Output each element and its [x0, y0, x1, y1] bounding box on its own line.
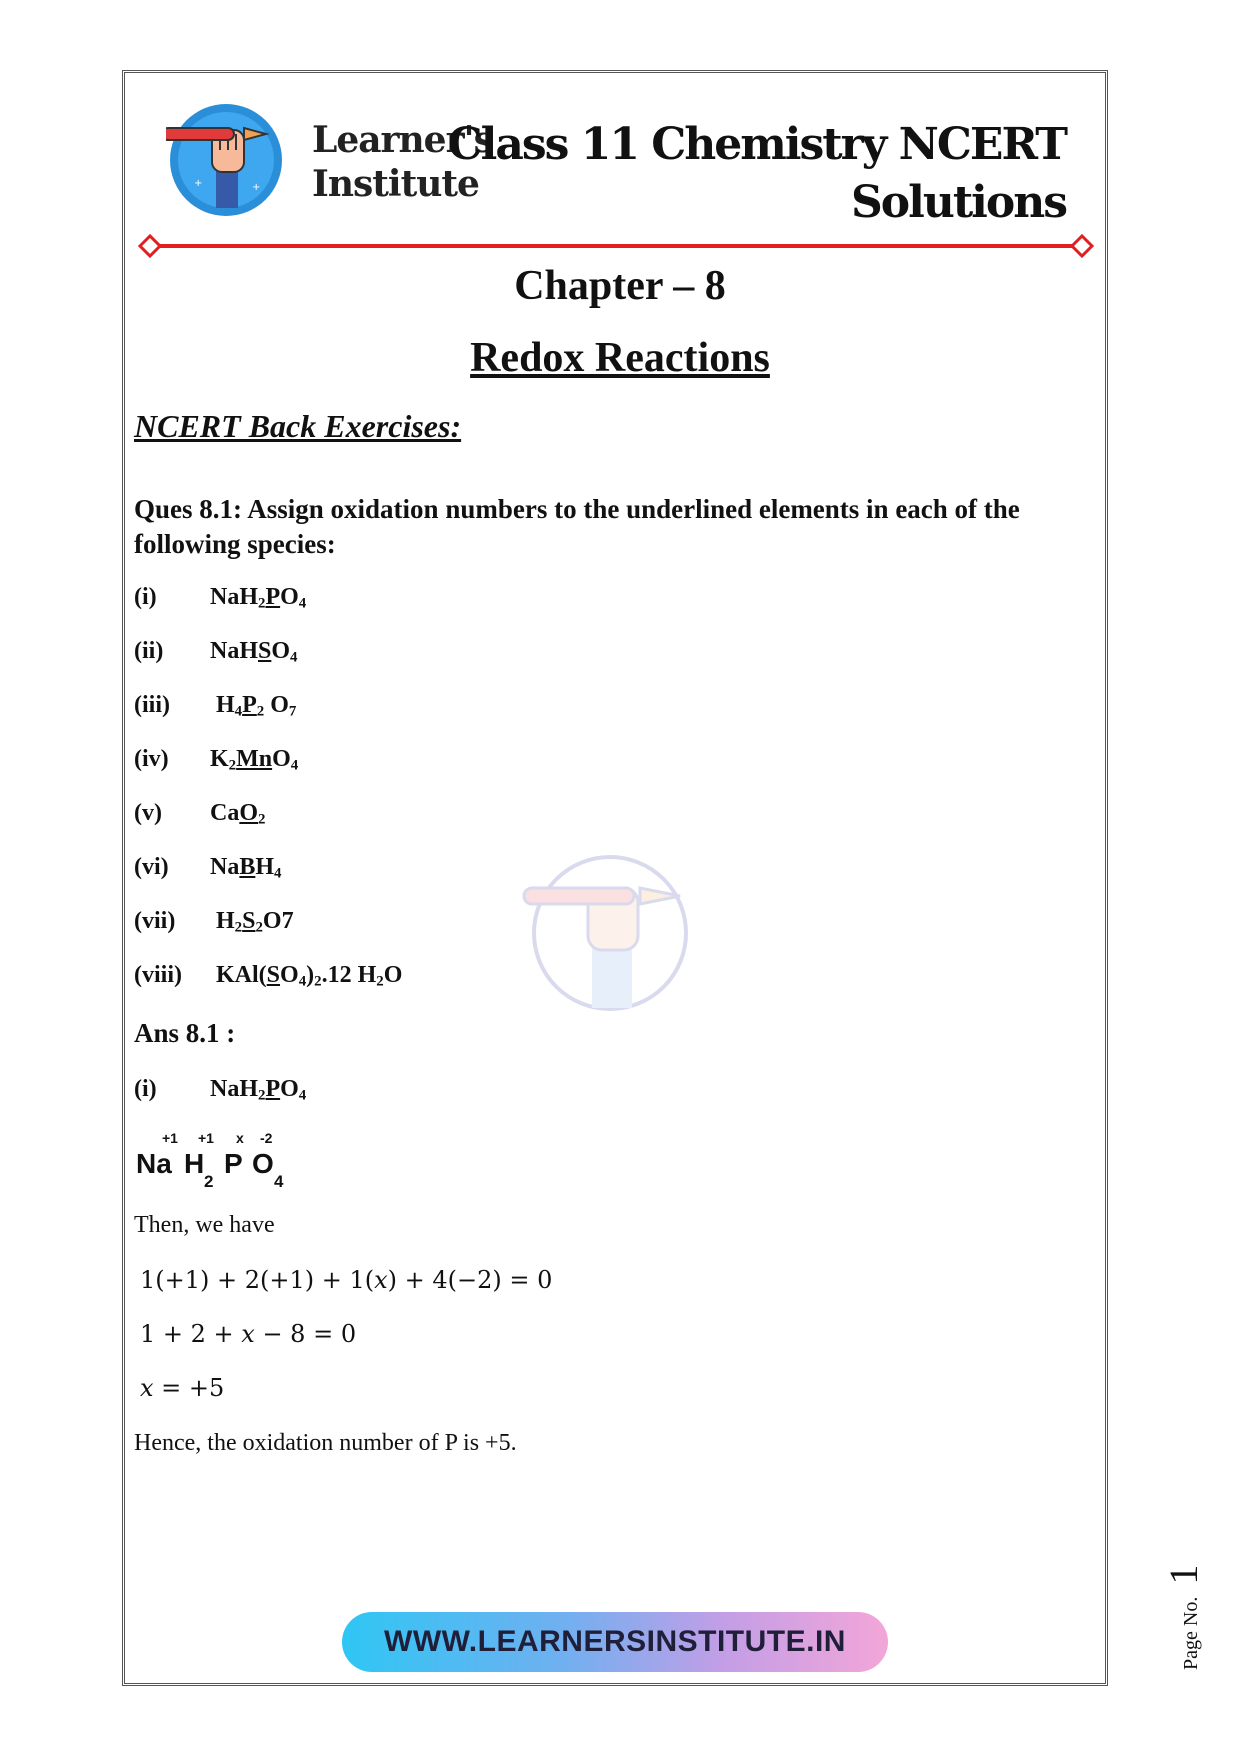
equation: 𝑥 = +5	[140, 1374, 225, 1402]
document-title-line-2: Solutions	[851, 177, 1066, 228]
question-item	[134, 746, 298, 776]
subscript: 4	[274, 1172, 284, 1191]
item-number: (vii)	[134, 908, 176, 934]
element-symbol: O	[252, 1148, 274, 1179]
item-formula: NaBH$_4$	[210, 854, 282, 882]
document-title-line-1: Class 11 Chemistry NCERT	[447, 119, 1066, 170]
item-formula: CaO$_2$	[210, 800, 266, 828]
item-formula: $H_4P_2$ $O_7$	[210, 692, 297, 720]
question-item	[134, 962, 402, 992]
chapter-name: Redox Reactions	[470, 335, 770, 381]
question-text: Ques 8.1: Assign oxidation numbers to the underlined elements in each of the following species:	[134, 494, 1020, 559]
question-item	[134, 908, 294, 938]
svg-text:+: +	[194, 178, 203, 189]
item-number: (i)	[134, 1076, 157, 1102]
item-number: (ii)	[134, 638, 164, 664]
item-number: (i)	[134, 584, 157, 610]
question-item	[134, 692, 296, 722]
page-number: 1	[1161, 1564, 1206, 1585]
question-item	[134, 800, 265, 830]
document-title	[448, 116, 1066, 232]
item-number: (viii)	[134, 962, 182, 988]
element-symbol: Na	[136, 1148, 172, 1179]
chapter-number: Chapter – 8	[514, 263, 726, 309]
subscript: 2	[204, 1172, 214, 1191]
learners-institute-logo	[166, 100, 286, 220]
oxidation-state: +1	[162, 1130, 178, 1146]
answer-conclusion: Hence, the oxidation number of P is +5.	[134, 1430, 517, 1456]
item-number: (v)	[134, 800, 162, 826]
answer-heading: Ans 8.1 :	[134, 1018, 236, 1048]
brand-line-2: Institute	[312, 163, 479, 205]
item-formula: $KAl(SO_4)_2.12$ $H_2O$	[210, 962, 403, 990]
item-number: (iii)	[134, 692, 170, 718]
question-item	[134, 584, 306, 614]
question-item	[134, 638, 297, 668]
equation: 1(+1) + 2(+1) + 1(𝑥) + 4(−2) = 0	[140, 1266, 553, 1294]
answer-item	[134, 1076, 306, 1106]
watermark-logo	[520, 848, 720, 1018]
item-formula: $H_2S_2O7$	[210, 908, 294, 936]
oxidation-state: +1	[198, 1130, 214, 1146]
item-formula: $K_2MnO_4$	[210, 746, 299, 774]
item-formula: NaHSO$_4$	[210, 638, 298, 666]
answer-intro: Then, we have	[134, 1212, 275, 1238]
svg-text:+: +	[252, 182, 261, 193]
question-item	[134, 854, 281, 884]
section-heading: NCERT Back Exercises:	[134, 408, 462, 444]
item-formula: $NaH_2PO_4$	[210, 584, 307, 612]
item-number: (vi)	[134, 854, 169, 880]
equation: 1 + 2 + 𝑥 − 8 = 0	[140, 1320, 357, 1348]
header-divider	[136, 232, 1096, 260]
website-banner[interactable]: WWW.LEARNERSINSTITUTE.IN	[342, 1612, 888, 1672]
element-symbol: P	[224, 1148, 243, 1179]
oxidation-state-formula	[136, 1130, 316, 1200]
oxidation-state: -2	[260, 1130, 273, 1146]
element-symbol: H	[184, 1148, 205, 1179]
page-number-label	[1160, 1565, 1207, 1670]
item-formula: $NaH_2PO_4$	[210, 1076, 307, 1104]
page-label: Page No.	[1180, 1596, 1202, 1670]
oxidation-state: x	[236, 1130, 244, 1146]
brand-line-1: Learner's	[312, 119, 493, 161]
item-number: (iv)	[134, 746, 169, 772]
